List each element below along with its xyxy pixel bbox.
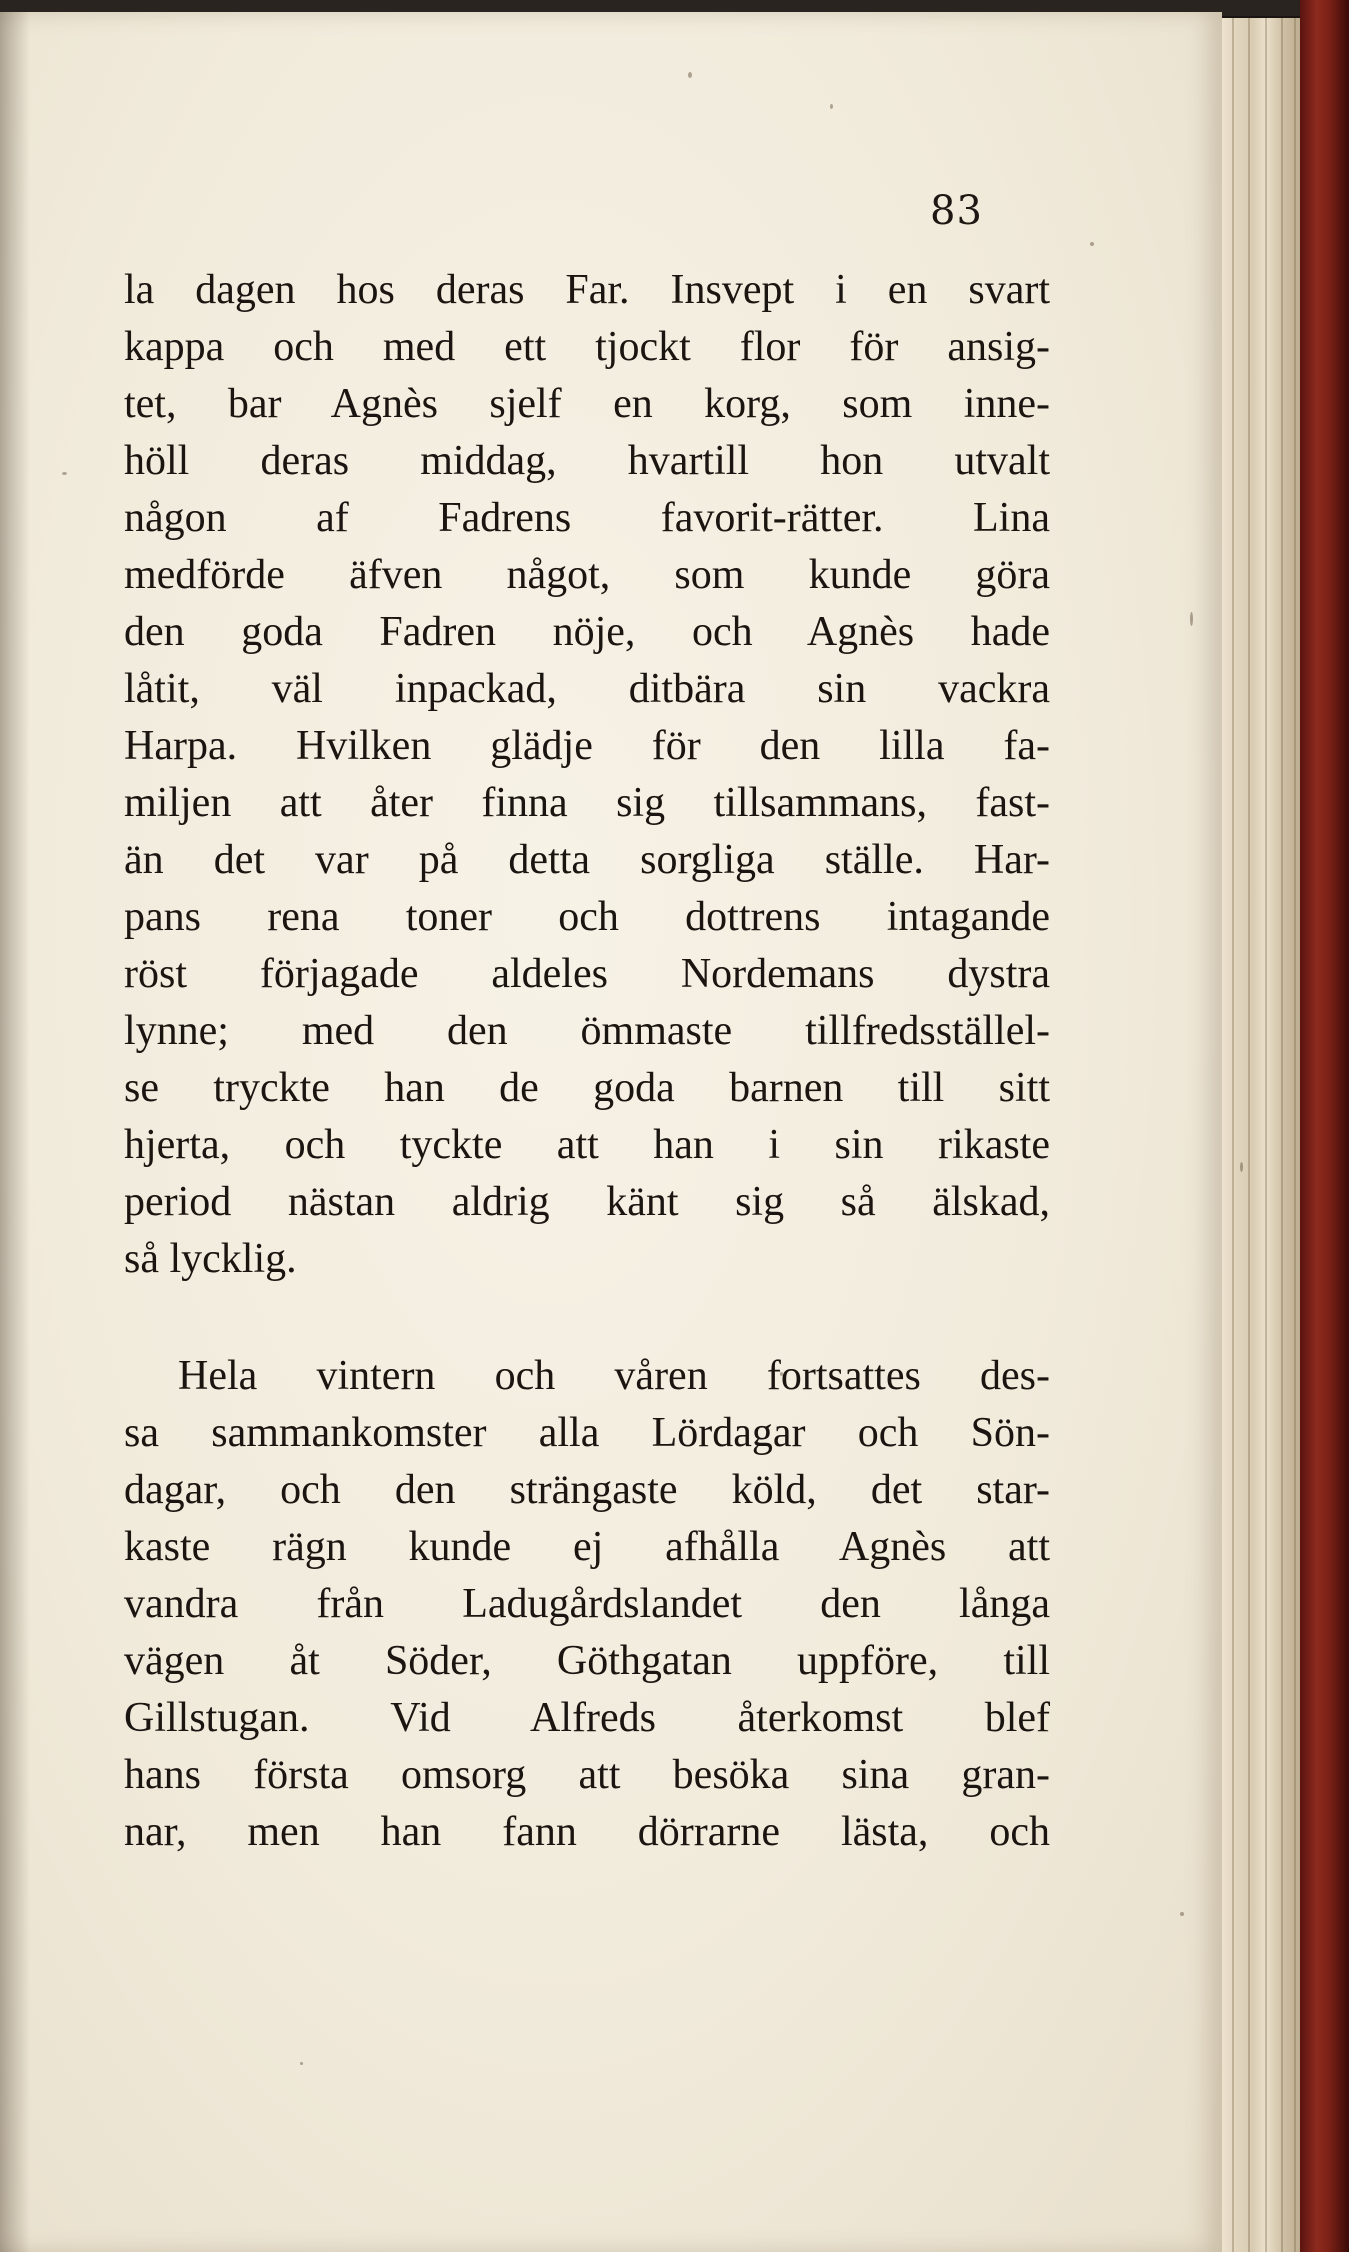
text-line: nar, men han fann dörrarne lästa, och: [124, 1809, 1050, 1855]
paragraph-1: [124, 262, 1050, 1288]
text-line: dagar, och den strängaste köld, det star-: [124, 1467, 1050, 1513]
text-line: röst förjagade aldeles Nordemans dystra: [124, 951, 1050, 997]
text-line: sa sammankomster alla Lördagar och Sön-: [124, 1410, 1050, 1456]
text-line: lynne; med den ömmaste tillfredsställel-: [124, 1008, 1050, 1054]
text-line: hans första omsorg att besöka sina gran-: [124, 1752, 1050, 1798]
text-line: kappa och med ett tjockt flor för ansig-: [124, 324, 1050, 370]
paragraph-gap: [124, 1288, 1050, 1348]
text-line: la dagen hos deras Far. Insvept i en svart: [124, 267, 1050, 313]
text-line: kaste rägn kunde ej afhålla Agnès att: [124, 1524, 1050, 1570]
text-line: period nästan aldrig känt sig så älskad,: [124, 1179, 1050, 1225]
text-line: Hela vintern och våren fortsattes des-: [178, 1353, 1050, 1399]
page-number: 83: [930, 188, 983, 234]
page-fore-edge: [1218, 18, 1304, 2252]
paragraph-2: [124, 1348, 1050, 1861]
text-line: miljen att åter finna sig tillsammans, fast-: [124, 780, 1050, 826]
gutter-shadow: [0, 12, 30, 2252]
text-line: tet, bar Agnès sjelf en korg, som inne-: [124, 381, 1050, 427]
text-line: pans rena toner och dottrens intagande: [124, 894, 1050, 940]
text-line: vägen åt Söder, Göthgatan uppföre, till: [124, 1638, 1050, 1684]
text-line: låtit, väl inpackad, ditbära sin vackra: [124, 666, 1050, 712]
text-line: medförde äfven något, som kunde göra: [124, 552, 1050, 598]
text-line: se tryckte han de goda barnen till sitt: [124, 1065, 1050, 1111]
text-line: vandra från Ladugårdslandet den långa: [124, 1581, 1050, 1627]
text-line: höll deras middag, hvartill hon utvalt: [124, 438, 1050, 484]
text-line: den goda Fadren nöje, och Agnès hade: [124, 609, 1050, 655]
text-line: så lycklig.: [124, 1236, 297, 1282]
text-line: Gillstugan. Vid Alfreds återkomst blef: [124, 1695, 1050, 1741]
book-cover-edge: [1300, 0, 1349, 2252]
text-line: hjerta, och tyckte att han i sin rikaste: [124, 1122, 1050, 1168]
text-line: Harpa. Hvilken glädje för den lilla fa-: [124, 723, 1050, 769]
body-text: [124, 262, 1050, 1861]
text-line: någon af Fadrens favorit-rätter. Lina: [124, 495, 1050, 541]
text-line: än det var på detta sorgliga ställe. Har-: [124, 837, 1050, 883]
